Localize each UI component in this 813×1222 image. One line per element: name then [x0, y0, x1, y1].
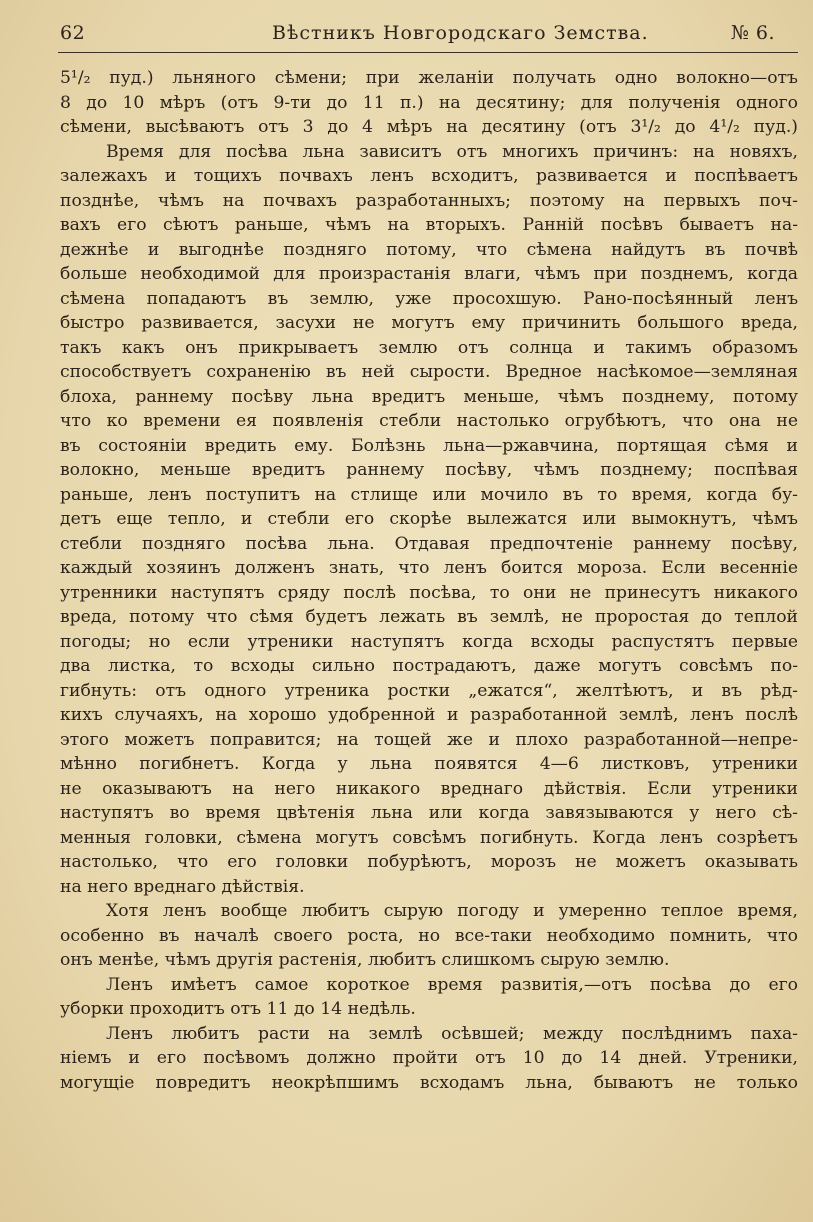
text-line: не оказываютъ на него никакого вреднаго дѣйствія. Если утреники — [60, 778, 798, 799]
text-line: кихъ случаяхъ, на хорошо удобренной и разработанной землѣ, ленъ послѣ — [60, 705, 798, 725]
text-line: онъ менѣе, чѣмъ другія растенія, любитъ слишкомъ сырую землю. — [60, 950, 670, 970]
text-line: позднѣе, чѣмъ на почвахъ разработанныхъ; поэтому на первыхъ поч- — [60, 190, 798, 211]
text-line: сѣмени, высѣваютъ отъ 3 до 4 мѣръ на десятину (отъ 3¹/₂ до 4¹/₂ пуд.) — [60, 117, 798, 137]
text-line: настолько, что его головки побурѣютъ, морозъ не можетъ оказывать — [60, 852, 798, 872]
text-line: гибнуть: отъ одного утреника ростки „ежатся“, желтѣютъ, и въ рѣд- — [60, 680, 798, 701]
running-header — [60, 22, 793, 52]
text-line: менныя головки, сѣмена могутъ совсѣмъ погибнуть. Когда ленъ созрѣетъ — [60, 827, 798, 848]
text-line: вахъ его сѣютъ раньше, чѣмъ на вторыхъ. Ранній посѣвъ бываетъ на- — [60, 215, 798, 235]
page-number: 62 — [60, 22, 86, 44]
text-line: Хотя ленъ вообще любитъ сырую погоду и умеренно теплое время, — [106, 901, 798, 921]
text-line: быстро развивается, засухи не могутъ ему причинить большого вреда, — [60, 313, 798, 333]
text-line: два листка, то всходы сильно пострадаютъ, даже могутъ совсѣмъ по- — [60, 656, 798, 676]
text-line: сѣмена попадаютъ въ землю, уже просохшую. Рано-посѣянный ленъ — [60, 288, 798, 309]
text-line: стебли поздняго посѣва льна. Отдавая предпочтеніе раннему посѣву, — [60, 533, 798, 554]
journal-title: Вѣстникъ Новгородскаго Земства. — [272, 22, 649, 44]
text-line: больше необходимой для произрастанія влаги, чѣмъ при позднемъ, когда — [60, 264, 798, 284]
text-line: дежнѣе и выгоднѣе поздняго потому, что сѣмена найдутъ въ почвѣ — [60, 239, 798, 260]
text-line: могущіе повредитъ неокрѣпшимъ всходамъ льна, бываютъ не только — [60, 1072, 798, 1093]
text-line: способствуетъ сохраненію въ ней сырости. Вредное насѣкомое—земляная — [60, 362, 798, 382]
text-line: наступятъ во время цвѣтенія льна или когда завязываются у него сѣ- — [60, 803, 798, 823]
text-line: раньше, ленъ поступитъ на стлище или мочило въ то время, когда бу- — [60, 484, 798, 505]
text-line: утренники наступятъ сряду послѣ посѣва, то они не принесутъ никакого — [60, 582, 798, 603]
text-line: Ленъ имѣетъ самое короткое время развитія,—отъ посѣва до его — [106, 974, 798, 995]
body-text — [60, 66, 798, 1095]
text-line: на него вреднаго дѣйствія. — [60, 876, 305, 897]
text-line: въ состояніи вредить ему. Болѣзнь льна—ржавчина, портящая сѣмя и — [60, 435, 798, 456]
text-line: ніемъ и его посѣвомъ должно пройти отъ 10 до 14 дней. Утреники, — [60, 1048, 798, 1068]
text-line: Ленъ любитъ расти на землѣ осѣвшей; между послѣднимъ паха- — [106, 1023, 798, 1044]
text-line: такъ какъ онъ прикрываетъ землю отъ солнца и такимъ образомъ — [60, 337, 798, 358]
text-line: особенно въ началѣ своего роста, но все-таки необходимо помнить, что — [60, 925, 798, 946]
text-line: 8 до 10 мѣръ (отъ 9-ти до 11 п.) на десятину; для полученія одного — [60, 92, 798, 113]
text-line: каждый хозяинъ долженъ знать, что ленъ боится мороза. Если весенніе — [60, 558, 798, 578]
text-line: этого можетъ поправится; на тощей же и плохо разработанной—непре- — [60, 729, 798, 750]
text-line: детъ еще тепло, и стебли его скорѣе вылежатся или вымокнутъ, чѣмъ — [60, 509, 798, 529]
text-line: погоды; но если утреники наступятъ когда всходы распустятъ первые — [60, 631, 798, 652]
text-line: Время для посѣва льна зависитъ отъ многихъ причинъ: на новяхъ, — [106, 141, 798, 162]
text-line: волокно, меньше вредитъ раннему посѣву, чѣмъ позднему; поспѣвая — [60, 460, 798, 480]
text-line: вреда, потому что сѣмя будетъ лежать въ землѣ, не проростая до теплой — [60, 607, 798, 627]
issue-number: № 6. — [730, 22, 775, 44]
text-line: залежахъ и тощихъ почвахъ ленъ всходитъ, развивается и поспѣваетъ — [60, 166, 798, 186]
text-line: уборки проходитъ отъ 11 до 14 недѣль. — [60, 999, 416, 1019]
text-line: что ко времени ея появленія стебли настолько огрубѣютъ, что она не — [60, 411, 798, 431]
text-line: 5¹/₂ пуд.) льняного сѣмени; при желаніи получать одно волокно—отъ — [60, 68, 798, 88]
text-line: мѣнно погибнетъ. Когда у льна появятся 4—6 листковъ, утреники — [60, 754, 798, 774]
header-rule — [58, 52, 798, 53]
text-line: блоха, раннему посѣву льна вредитъ меньше, чѣмъ позднему, потому — [60, 386, 798, 407]
